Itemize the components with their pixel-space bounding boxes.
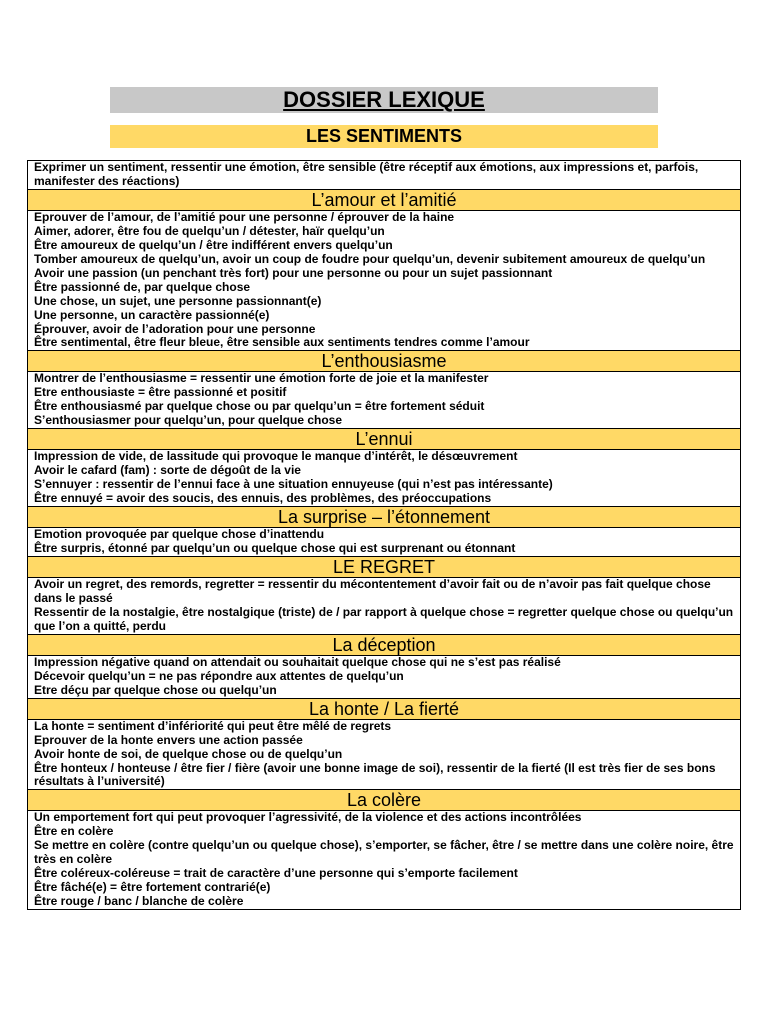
- entry-line: Être sentimental, être fleur bleue, être sensible aux sentiments tendres comme l’amour: [34, 335, 530, 350]
- intro-line: Exprimer un sentiment, ressentir une émotion, être sensible (être réceptif aux émotions, aux impressions et, parfois, manifester des réactions): [34, 160, 699, 188]
- entry-line: Emotion provoquée par quelque chose d’inattendu: [34, 527, 325, 542]
- entry-line: Avoir honte de soi, de quelque chose ou de quelqu’un: [34, 746, 343, 761]
- section-body: [28, 811, 740, 909]
- entry-line: Etre déçu par quelque chose ou quelqu’un: [34, 682, 277, 697]
- entry-line: Une chose, un sujet, une personne passionnant(e): [34, 293, 322, 308]
- section-heading: L’enthousiasme: [28, 350, 740, 372]
- document-title-bar: [110, 87, 658, 113]
- entry-line: Décevoir quelqu’un = ne pas répondre aux attentes de quelqu’un: [34, 668, 404, 683]
- entry-line: Être rouge / banc / blanche de colère: [34, 894, 244, 909]
- section-heading: La déception: [28, 634, 740, 656]
- entry-line: Ressentir de la nostalgie, être nostalgique (triste) de / par rapport à quelque chose = regretter quelque chose ou quelqu’un que l’on a quitté, perdu: [34, 604, 734, 633]
- entry-line: Être en colère: [34, 824, 114, 839]
- section-body: [28, 372, 740, 428]
- section-body: [28, 528, 740, 556]
- entry-line: Être ennuyé = avoir des soucis, des ennuis, des problèmes, des préoccupations: [34, 491, 492, 506]
- entry-line: Montrer de l’enthousiasme = ressentir une émotion forte de joie et la manifester: [34, 371, 489, 386]
- document-title: DOSSIER LEXIQUE: [283, 87, 485, 112]
- entry-line: Etre enthousiaste = être passionné et positif: [34, 385, 287, 400]
- entry-line: La honte = sentiment d’infériorité qui peut être mêlé de regrets: [34, 718, 392, 733]
- entry-line: Avoir un regret, des remords, regretter = ressentir du mécontentement d’avoir fait ou de n’avoir pas fait quelque chose dans le passé: [34, 576, 711, 605]
- entry-line: Une personne, un caractère passionné(e): [34, 307, 270, 322]
- entry-line: Aimer, adorer, être fou de quelqu’un / détester, haïr quelqu’un: [34, 223, 385, 238]
- entry-line: Tomber amoureux de quelqu’un, avoir un coup de foudre pour quelqu’un, devenir subitement amoureux de quelqu’un: [34, 251, 706, 266]
- section-heading: L’amour et l’amitié: [28, 189, 740, 211]
- section-body: [28, 656, 740, 698]
- intro-block: [28, 161, 740, 189]
- entry-line: Être surpris, étonné par quelqu’un ou quelque chose qui est surprenant ou étonnant: [34, 541, 516, 556]
- section-heading: La colère: [28, 789, 740, 811]
- entry-line: Être honteux / honteuse / être fier / fière (avoir une bonne image de soi), ressentir de la fierté (Il est très fier de ses bons résultats à l’université): [34, 760, 716, 789]
- entry-line: Se mettre en colère (contre quelqu’un ou quelque chose), s’emporter, se fâcher, être / se mettre dans une colère noire, être très en colère: [34, 838, 734, 867]
- section-heading: La surprise – l’étonnement: [28, 506, 740, 528]
- entry-line: Éprouver, avoir de l’adoration pour une personne: [34, 321, 316, 336]
- entry-line: Être amoureux de quelqu’un / être indifférent envers quelqu’un: [34, 237, 393, 252]
- entry-line: Impression de vide, de lassitude qui provoque le manque d’intérêt, le désœuvrement: [34, 449, 518, 464]
- entry-line: S’enthousiasmer pour quelqu’un, pour quelque chose: [34, 413, 343, 428]
- document-subtitle: LES SENTIMENTS: [110, 125, 658, 148]
- entry-line: Avoir une passion (un penchant très fort) pour une personne ou pour un sujet passionnant: [34, 265, 553, 280]
- entry-line: S’ennuyer : ressentir de l’ennui face à une situation ennuyeuse (qui n’est pas intéressante): [34, 477, 553, 492]
- section-body: [28, 578, 740, 634]
- section-body: [28, 211, 740, 351]
- entry-line: Être enthousiasmé par quelque chose ou par quelqu’un = être fortement séduit: [34, 399, 485, 414]
- entry-line: Eprouver de l’amour, de l’amitié pour une personne / éprouver de la haine: [34, 209, 455, 224]
- entry-line: Être coléreux-coléreuse = trait de caractère d’une personne qui s’emporte facilement: [34, 866, 518, 881]
- entry-line: Avoir le cafard (fam) : sorte de dégoût de la vie: [34, 463, 301, 478]
- entry-line: Un emportement fort qui peut provoquer l’agressivité, de la violence et des actions incontrôlées: [34, 810, 582, 825]
- section-heading: LE REGRET: [28, 556, 740, 578]
- section-heading: L’ennui: [28, 428, 740, 450]
- section-body: [28, 450, 740, 506]
- section-heading: La honte / La fierté: [28, 698, 740, 720]
- entry-line: Être passionné de, par quelque chose: [34, 279, 251, 294]
- section-body: [28, 720, 740, 790]
- entry-line: Eprouver de la honte envers une action passée: [34, 732, 303, 747]
- lexicon-table: [27, 160, 741, 910]
- entry-line: Être fâché(e) = être fortement contrarié(e): [34, 880, 271, 895]
- entry-line: Impression négative quand on attendait ou souhaitait quelque chose qui ne s’est pas réalisé: [34, 654, 561, 669]
